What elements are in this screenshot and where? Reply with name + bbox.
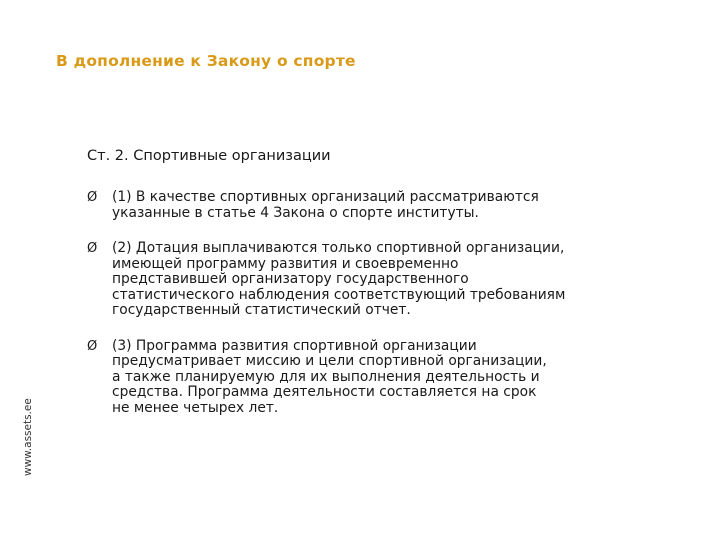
bullet-2-line-2: имеющей программу развития и своевременно — [112, 255, 459, 272]
slide-title: В дополнение к Закону о спорте — [56, 52, 356, 70]
bullet-1-line-2: указанные в статье 4 Закона о спорте институты. — [112, 204, 479, 221]
bullet-2-line-1: (2) Дотация выплачиваются только спортивной организации, — [112, 240, 565, 256]
bullet-3-line-3: а также планируемую для их выполнения деятельность и — [112, 368, 540, 385]
arrow-bullet-icon: Ø — [87, 338, 98, 354]
arrow-bullet-icon: Ø — [87, 190, 98, 205]
bullet-3-line-5: не менее четырех лет. — [112, 399, 279, 416]
bullet-2-line-4: статистического наблюдения соответствующий требованиям — [112, 286, 566, 303]
bullet-2-line-3: представившей организатору государственного — [112, 271, 469, 287]
bullet-item-1 — [87, 190, 647, 221]
bullet-item-2 — [87, 241, 647, 319]
bullet-list — [87, 190, 647, 416]
section-heading: Ст. 2. Спортивные организации — [87, 148, 331, 164]
bullet-1-line-1: (1) В качестве спортивных организаций рассматриваются — [112, 189, 539, 205]
arrow-bullet-icon: Ø — [87, 241, 98, 256]
watermark-url: www.assets.ee — [22, 398, 34, 476]
bullet-3-line-2: предусматривает миссию и цели спортивной организации, — [112, 353, 547, 369]
bullet-item-3 — [87, 339, 647, 417]
bullet-3-line-4: средства. Программа деятельности составляется на срок — [112, 384, 537, 400]
bullet-3-line-1: (3) Программа развития спортивной организации — [112, 337, 477, 354]
bullet-2-line-5: государственный статистический отчет. — [112, 302, 411, 318]
